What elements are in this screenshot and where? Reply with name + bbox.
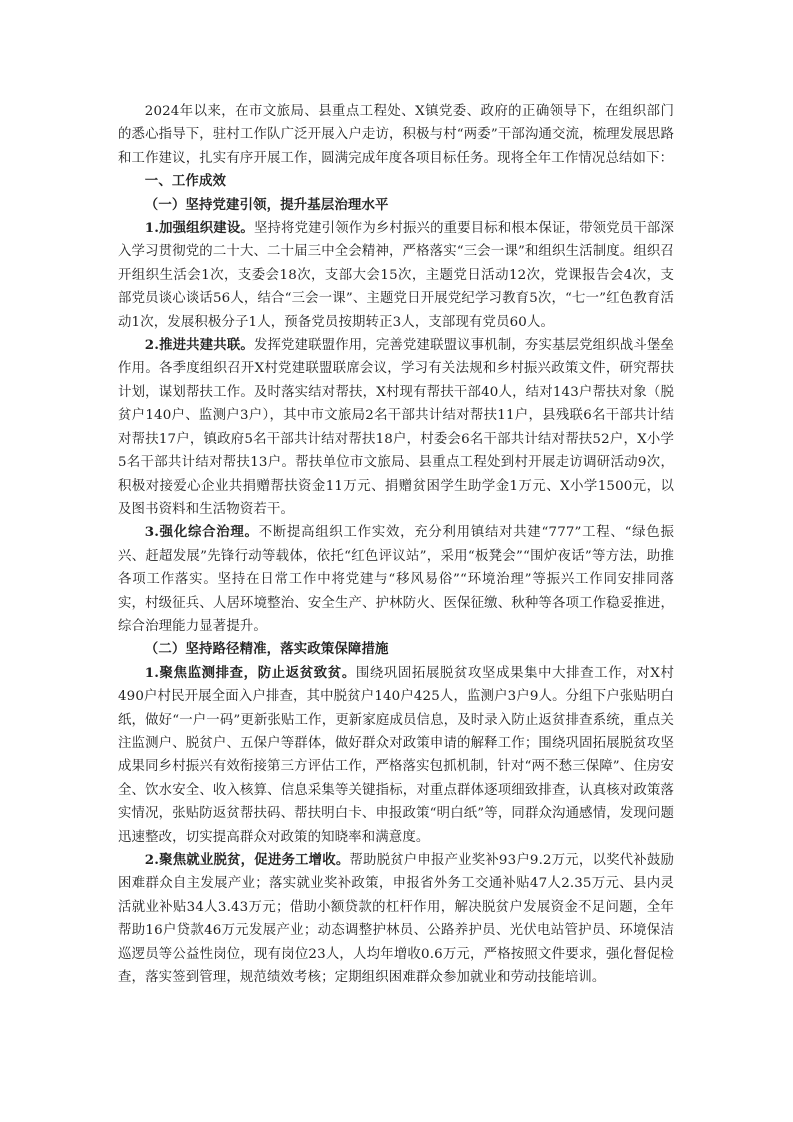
paragraph-lead: 1.聚焦监测排查，防止返贫致贫。 xyxy=(144,664,356,681)
paragraph-body: 坚持将党建引领作为乡村振兴的重要目标和根本保证，带领党员干部深入学习贯彻党的二十大、二十届三中全会精神，严格落实“三会一课”和组织生活制度。组织召开组织生活会1次，支委会18次，支部大会15次，主题党日活动12次，党课报告会4次，支部党员谈心谈话56人，结合“三会一课”、主题党日开展党纪学习教育5次，“七一”红色教育活动1次，发展积极分子1人，预备党员按期转正3人，支部现有党员60人。 xyxy=(118,221,674,330)
paragraph-lead: 2.推进共建共联。 xyxy=(144,337,254,354)
paragraph-monitoring-screening xyxy=(118,662,674,849)
section-heading-achievements: 一、工作成效 xyxy=(144,174,227,190)
paragraph-employment-income xyxy=(118,849,674,989)
paragraph-joint-building xyxy=(118,334,674,521)
paragraph-comprehensive-governance xyxy=(118,521,674,638)
intro-paragraph: 2024年以来，在市文旅局、县重点工程处、X镇党委、政府的正确领导下，在组织部门的悉心指导下，驻村工作队广泛开展入户走访，积极与村“两委”干部沟通交流，梳理发展思路和工作建议，扎实有序开展工作，圆满完成年度各项目标任务。现将全年工作情况总结如下： xyxy=(118,104,674,166)
paragraph-body: 围绕巩固拓展脱贫攻坚成果集中大排查工作，对X村490户村民开展全面入户排查，其中脱贫户140户425人，监测户3户9人。分组下户张贴明白纸，做好“一户一码”更新张贴工作，更新家庭成员信息，及时录入防止返贫排查系统，重点关注监测户、脱贫户、五保户等群体，做好群众对政策申请的解释工作；围绕巩固拓展脱贫攻坚成果同乡村振兴有效衔接第三方评估工作，严格落实包抓机制，针对“两不愁三保障”、住房安全、饮水安全、收入核算、信息采集等关键指标，对重点群体逐项细致排查，认真核对政策落实情况，张贴防返贫帮扶码、帮扶明白卡、申报政策“明白纸”等，同群众沟通感情，发现问题迅速整改，切实提高群众对政策的知晓率和满意度。 xyxy=(118,665,674,845)
paragraph-organization-building xyxy=(118,217,674,334)
subsection-heading-policy-guarantee: （二）坚持路径精准，落实政策保障措施 xyxy=(144,641,389,658)
paragraph-lead: 2.聚焦就业脱贫，促进务工增收。 xyxy=(144,852,350,868)
paragraph-body: 不断提高组织工作实效，充分利用镇结对共建“777”工程、“绿色振兴、赶超发展”先锋行动等载体，依托“红色评议站”，采用“板凳会”“围炉夜话”等方法，助推各项工作落实。坚持在日常工作中将党建与“移风易俗”“环境治理”等振兴工作同安排同落实，村级征兵、人居环境整治、安全生产、护林防火、医保征缴、秋种等各项工作稳妥推进，综合治理能力显著提升。 xyxy=(118,525,674,634)
subsection-heading-party-building: （一）坚持党建引领，提升基层治理水平 xyxy=(144,196,389,213)
document-page xyxy=(118,100,674,989)
paragraph-body: 帮助脱贫户申报产业奖补93户9.2万元，以奖代补鼓励困难群众自主发展产业；落实就业奖补政策，申报省外务工交通补贴47人2.35万元、县内灵活就业补贴34人3.43万元；借助小额贷款的杠杆作用，解决脱贫户发展资金不足问题，全年帮助16户贷款46万元发展产业；动态调整护林员、公路养护员、光伏电站管护员、环境保洁巡逻员等公益性岗位，现有岗位23人，人均年增收0.6万元，严格按照文件要求，强化督促检查，落实签到管理，规范绩效考核；定期组织困难群众参加就业和劳动技能培训。 xyxy=(118,853,674,986)
paragraph-lead: 1.加强组织建设。 xyxy=(144,220,254,237)
paragraph-lead: 3.强化综合治理。 xyxy=(144,524,259,541)
paragraph-body: 发挥党建联盟作用，完善党建联盟议事机制，夯实基层党组织战斗堡垒作用。各季度组织召开X村党建联盟联席会议，学习有关法规和乡村振兴政策文件，研究帮扶计划，谋划帮扶工作。及时落实结对帮扶，X村现有帮扶干部40人，结对143户帮扶对象（脱贫户140户、监测户3户），其中市文旅局2名干部共计结对帮扶11户，县残联6名干部共计结对帮扶17户，镇政府5名干部共计结对帮扶18户，村委会6名干部共计结对帮扶52户，X小学5名干部共计结对帮扶13户。帮扶单位市文旅局、县重点工程处到村开展走访调研活动9次，积极对接爱心企业共捐赠帮扶资金11万元、捐赠贫困学生助学金1万元、X小学1500元，以及图书资料和生活物资若干。 xyxy=(118,338,674,517)
